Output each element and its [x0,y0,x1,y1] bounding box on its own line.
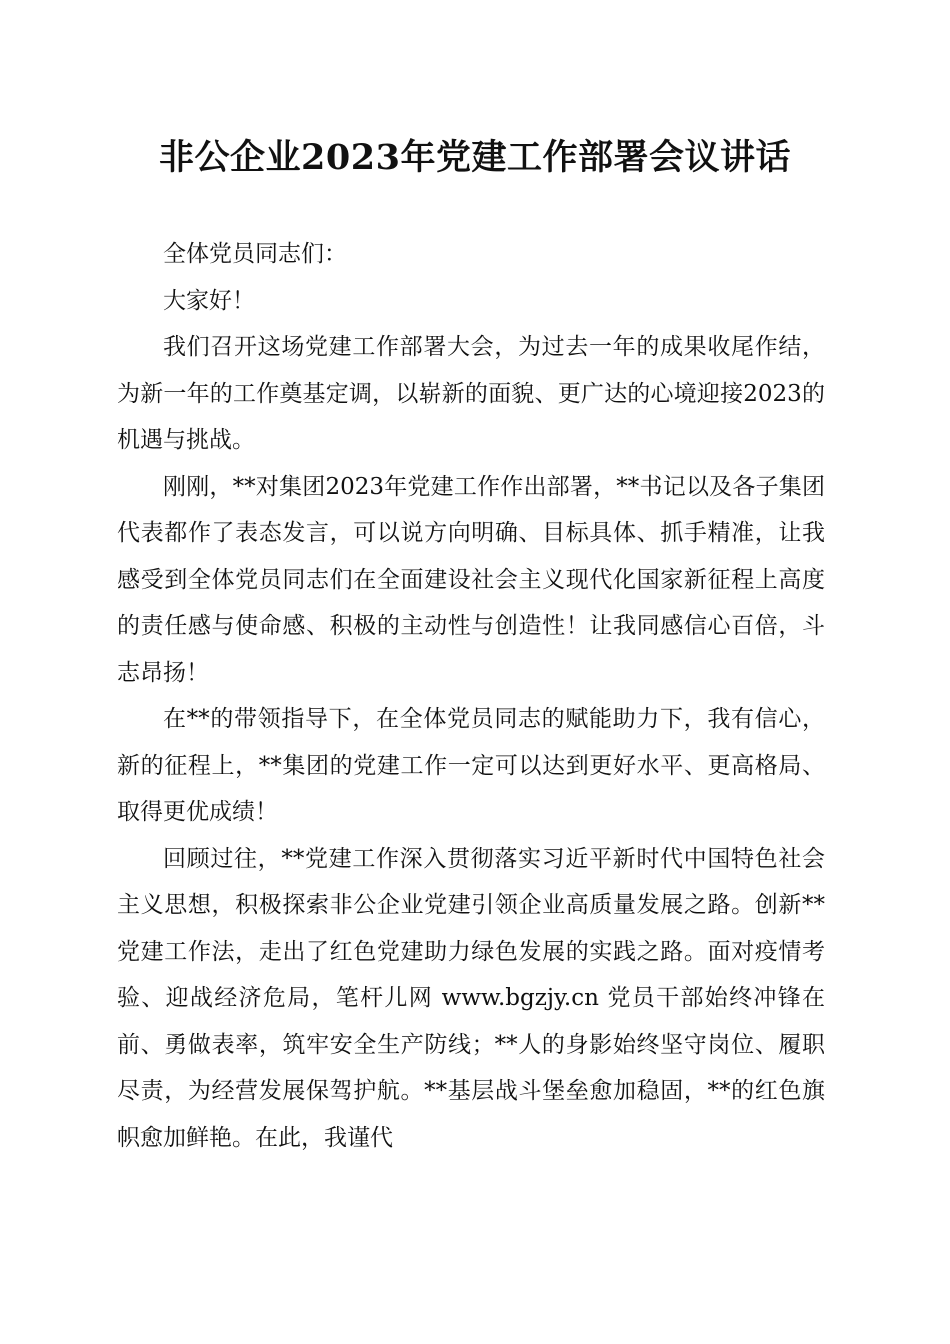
body-paragraph: 在**的带领指导下，在全体党员同志的赋能助力下，我有信心，新的征程上，**集团的党建工作一定可以达到更好水平、更高格局、取得更优成绩！ [117,706,825,825]
document-body [117,231,825,1161]
document-title: 非公企业2023年党建工作部署会议讲话 [159,137,791,178]
greeting: 大家好！ [163,287,255,314]
body-paragraph: 我们召开这场党建工作部署大会，为过去一年的成果收尾作结，为新一年的工作奠基定调，以崭新的面貌、更广达的心境迎接2023的机遇与挑战。 [117,334,825,453]
body-paragraph: 回顾过往，**党建工作深入贯彻落实习近平新时代中国特色社会主义思想，积极探索非公企业党建引领企业高质量发展之路。创新**党建工作法，走出了红色党建助力绿色发展的实践之路。面对疫情考验、迎战经济危局，笔杆儿网 www.bgzjy.cn 党员干部始终冲锋在前、勇做表率，筑牢安全生产防线；**人的身影始终坚守岗位、履职尽责，为经营发展保驾护航。**基层战斗堡垒愈加稳固，**的红色旗帜愈加鲜艳。在此，我谨代 [117,845,825,1151]
body-paragraph: 刚刚，**对集团2023年党建工作作出部署，**书记以及各子集团代表都作了表态发言，可以说方向明确、目标具体、抓手精准，让我感受到全体党员同志们在全面建设社会主义现代化国家新征程上高度的责任感与使命感、积极的主动性与创造性！让我同感信心百倍，斗志昂扬！ [117,473,825,686]
salutation: 全体党员同志们： [163,241,347,267]
